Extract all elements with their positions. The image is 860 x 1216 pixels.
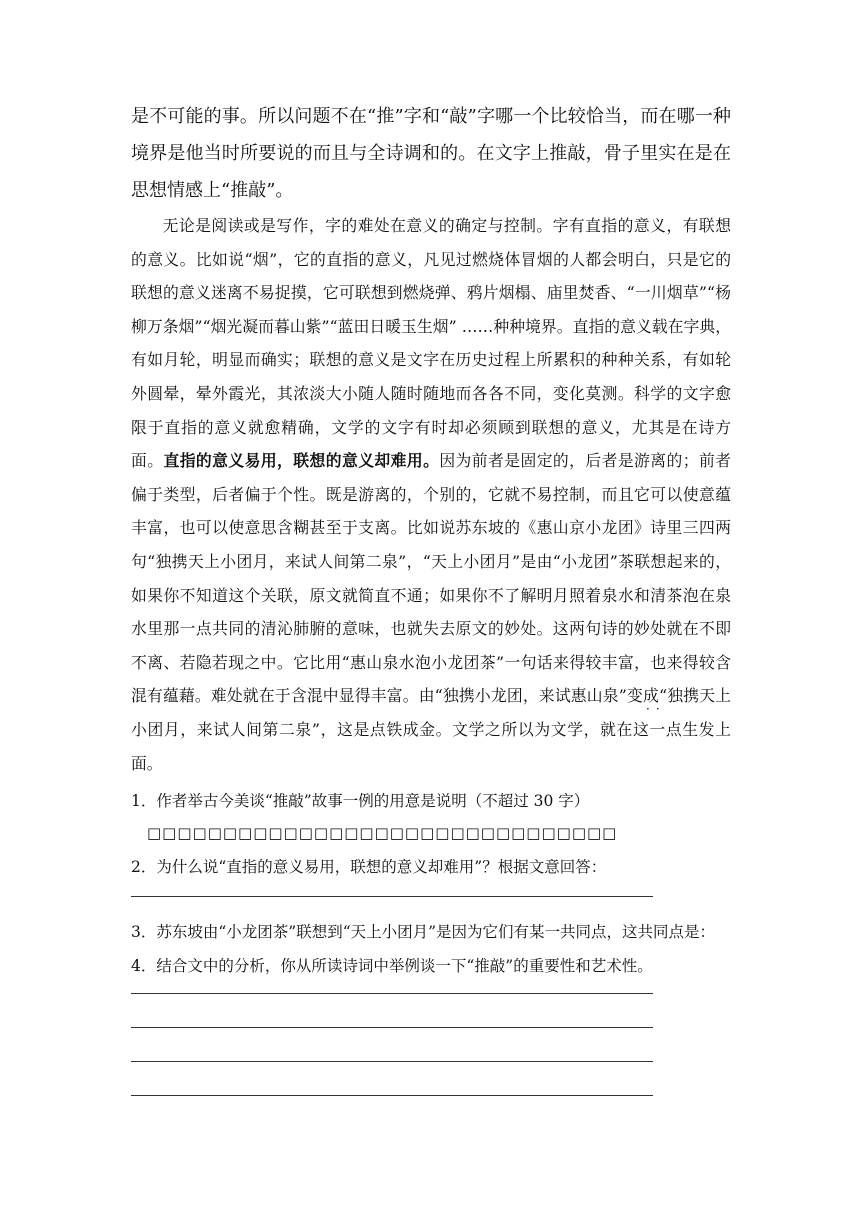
question-2: 2．为什么说“直指的意义易用，联想的意义却难用”？根据文意回答： <box>131 858 607 877</box>
passage-text: 无论是阅读或是写作，字的难处在意义的确定与控制。字有直指的意义，有联想的意义。比如说“烟”，它的直指的意义，凡见过燃烧体冒烟的人都会明白，只是它的联想的意义迷离不易捉摸，它可联想到燃烧弹、鸦片烟榻、庙里焚香、“一川烟草”“杨柳万条烟”“烟光凝而暮山紫”“蓝田日暖玉生烟” ……种种境界。直指的意义载在字典，有如月轮，明显而确实；联想的意义是文字在历史过程上所累积的种种关系，有如轮外圆晕，晕外霞光，其浓淡大小随人随时随地而各各不同，变化莫测。科学的文字愈限于直指的意义就愈精确，文学的文字有时却必须顾到联想的意义，尤其是在诗方面。 <box>131 216 731 471</box>
passage-paragraph-2 <box>131 209 731 780</box>
document-page <box>131 98 731 1129</box>
question-1: 1．作者举古今美谈“推敲”故事一例的用意是说明（不超过 30 字） <box>131 792 590 811</box>
answer-line[interactable] <box>131 1061 653 1062</box>
answer-box-grid[interactable]: □□□□□□□□□□□□□□□□□□□□□□□□□□□□□□□ <box>147 824 618 843</box>
question-3: 3．苏东坡由“小龙团茶”联想到“天上小团月”是因为它们有某一共同点，这共同点是： <box>131 923 716 942</box>
question-4: 4．结合文中的分析，你从所读诗词中举例谈一下“推敲”的重要性和艺术性。 <box>131 957 653 976</box>
answer-line[interactable] <box>131 1027 653 1028</box>
key-sentence-bold: 直指的意义易用，联想的意义却难用。 <box>163 451 440 471</box>
answer-line[interactable] <box>131 1095 653 1096</box>
answer-line[interactable] <box>131 993 653 994</box>
passage-paragraph-1: 是不可能的事。所以问题不在“推”字和“敲”字哪一个比较恰当，而在哪一种境界是他当时所要说的而且与全诗调和的。在文字上推敲，骨子里实在是在思想情感上“推敲”。 <box>131 106 731 201</box>
passage-text: 因为前者是固定的，后者是游离的；前者偏于类型，后者偏于个性。既是游离的，个别的，它就不易控制，而且它可以使意蕴丰富，也可以使意思含糊甚至于支离。比如说苏东坡的《惠山京小龙团》诗里三四两句“独携天上小团月，来试人间第二泉”，“天上小团月”是由“小龙团”茶联想起来的，如果你不知道这个关联，原文就简直不通；如果你不了解明月照着泉水和清茶泡在泉水里那一点共同的清沁肺腑的意味，也就失去原文的妙处。这两句诗的妙处就在不即不离、若隐若现之中。它比用“惠山泉水泡小龙团茶”一句话来得较丰富，也来得较含混有蕴藉。难处就在于含混中显得丰富。由“独携小龙团，来试惠山泉”变成“独携天上小团月，来试人间第二泉”，这是点铁成金。文学之所以为文学，就在这一点生发上面。 <box>131 451 731 773</box>
emphasis-dots: ·· <box>646 702 666 716</box>
answer-lines <box>131 993 731 1096</box>
answer-line[interactable] <box>131 896 653 897</box>
